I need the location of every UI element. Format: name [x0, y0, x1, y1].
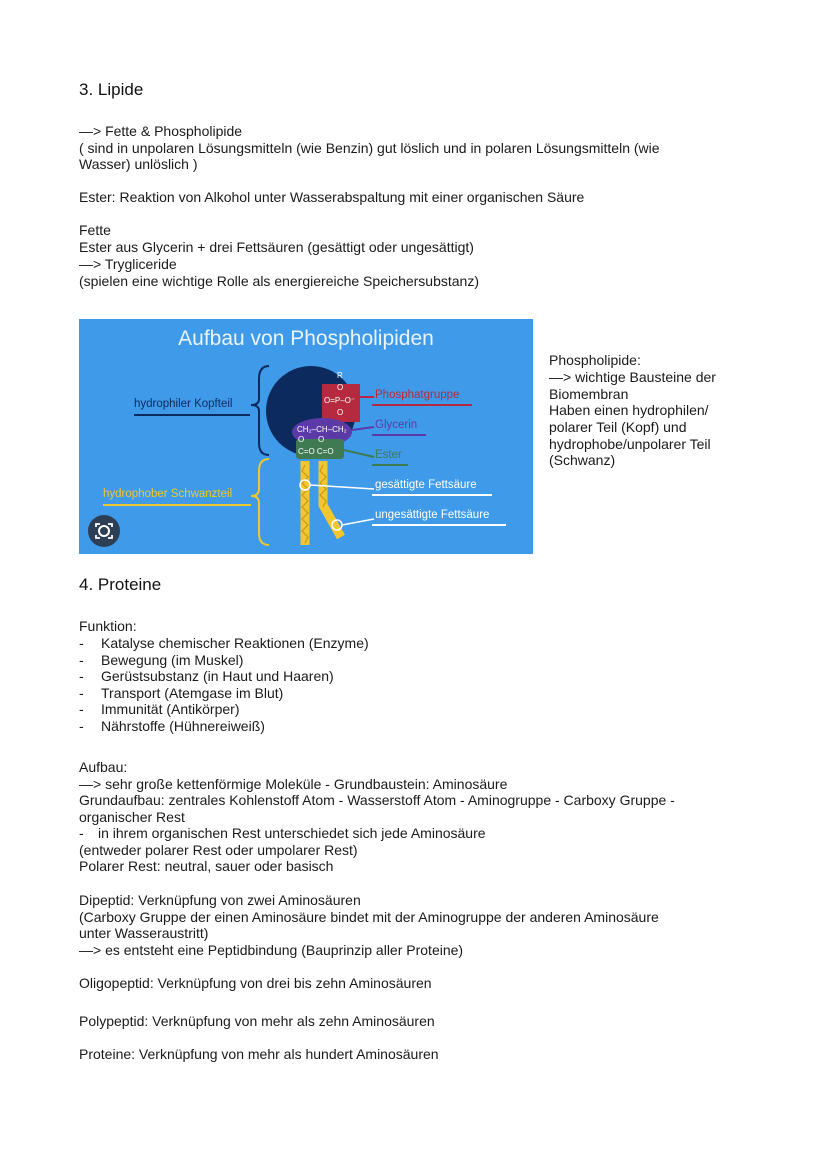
formula-r: R — [337, 371, 343, 380]
phospholipid-note-5: polarer Teil (Kopf) und — [549, 419, 687, 435]
dash-bullet: - — [79, 701, 84, 717]
label-head: hydrophiler Kopfteil — [134, 398, 233, 410]
figure-title: Aufbau von Phospholipiden — [178, 327, 434, 350]
label-glycerin: Glycerin — [375, 419, 418, 431]
lipide-intro-line-2: ( sind in unpolaren Lösungsmitteln (wie Benzin) gut löslich und in polaren Lösungsmitteln (wie — [79, 140, 660, 156]
formula-o3: O — [298, 435, 305, 444]
lipide-intro-line-3: Wasser) unlöslich ) — [79, 156, 198, 172]
dash-bullet: - — [79, 668, 84, 684]
dipeptid-line-4: —> es entsteht eine Peptidbindung (Bauprinzip aller Proteine) — [79, 942, 464, 958]
dash-bullet: - — [79, 685, 84, 701]
formula-glycerin: CH₂–CH–CH₂ — [297, 425, 347, 434]
lipide-intro-line-1: —> Fette & Phospholipide — [79, 123, 243, 139]
dipeptid-line-2: (Carboxy Gruppe der einen Aminosäure bindet mit der Aminogruppe der anderen Aminosäure — [79, 909, 659, 925]
funktion-item-text: Nährstoffe (Hühnereiweiß) — [101, 718, 265, 734]
proteine-definition: Proteine: Verknüpfung von mehr als hundert Aminosäuren — [79, 1046, 439, 1062]
aufbau-bullet — [79, 825, 579, 842]
phospholipid-note-2: —> wichtige Bausteine der — [549, 369, 716, 385]
formula-phosphate: O=P–O⁻ — [324, 396, 356, 405]
funktion-item — [79, 718, 479, 735]
formula-o4: O — [318, 435, 325, 444]
tail-brace — [251, 459, 269, 545]
label-phosphate: Phosphatgruppe — [375, 389, 460, 401]
funktion-item — [79, 652, 479, 669]
heading-lipide: 3. Lipide — [79, 80, 144, 99]
label-saturated: gesättigte Fettsäure — [375, 479, 477, 491]
aufbau-rest-1: (entweder polarer Rest oder umpolarer Rest) — [79, 842, 358, 858]
aufbau-line-1: —> sehr große kettenförmige Moleküle - Grundbaustein: Aminosäure — [79, 776, 508, 792]
fette-line-2: —> Trygliceride — [79, 256, 177, 272]
phospholipid-note-3: Biomembran — [549, 386, 629, 402]
phospholipid-note-6: hydrophobe/unpolarer Teil — [549, 436, 711, 452]
label-tail: hydrophober Schwanzteil — [103, 488, 233, 500]
funktion-item-text: Katalyse chemischer Reaktionen (Enzyme) — [101, 635, 369, 651]
funktion-item-text: Bewegung (im Muskel) — [101, 652, 244, 668]
fette-line-3: (spielen eine wichtige Rolle als energiereiche Speichersubstanz) — [79, 273, 479, 289]
funktion-item-text: Gerüstsubstanz (in Haut und Haaren) — [101, 668, 334, 684]
aufbau-line-2: Grundaufbau: zentrales Kohlenstoff Atom - Wasserstoff Atom - Aminogruppe - Carboxy Gruppe - — [79, 792, 675, 808]
formula-ester: C=O C=O — [298, 447, 334, 456]
fette-title: Fette — [79, 222, 111, 238]
funktion-item-text: Transport (Atemgase im Blut) — [101, 685, 284, 701]
formula-o2: O — [337, 408, 344, 417]
funktion-item — [79, 701, 479, 718]
aufbau-rest-2: Polarer Rest: neutral, sauer oder basisch — [79, 858, 334, 874]
funktion-title: Funktion: — [79, 618, 137, 634]
lens-icon[interactable] — [88, 515, 120, 547]
dash-bullet: - — [79, 635, 84, 651]
heading-proteine: 4. Proteine — [79, 575, 162, 594]
phospholipid-note-7: (Schwanz) — [549, 452, 616, 468]
dipeptid-line-3: unter Wasseraustritt) — [79, 925, 209, 941]
funktion-item — [79, 635, 479, 652]
phospholipid-note-4: Haben einen hydrophilen/ — [549, 402, 709, 418]
dipeptid-line-1: Dipeptid: Verknüpfung von zwei Aminosäuren — [79, 892, 361, 908]
aufbau-title: Aufbau: — [79, 759, 128, 775]
polypeptid-definition: Polypeptid: Verknüpfung von mehr als zehn Aminosäuren — [79, 1013, 435, 1029]
phospholipid-figure — [79, 319, 533, 554]
funktion-item-text: Immunität (Antikörper) — [101, 701, 240, 717]
aufbau-bullet-text: in ihrem organischen Rest unterschiedet sich jede Aminosäure — [98, 825, 486, 841]
label-ester: Ester — [375, 449, 402, 461]
label-unsaturated: ungesättigte Fettsäure — [375, 509, 490, 521]
dash-bullet: - — [79, 652, 84, 668]
fette-line-1: Ester aus Glycerin + drei Fettsäuren (gesättigt oder ungesättigt) — [79, 239, 474, 255]
dash-bullet: - — [79, 825, 84, 841]
dash-bullet: - — [79, 718, 84, 734]
oligopeptid-definition: Oligopeptid: Verknüpfung von drei bis zehn Aminosäuren — [79, 975, 432, 991]
aufbau-line-3: organischer Rest — [79, 809, 185, 825]
ester-definition: Ester: Reaktion von Alkohol unter Wasserabspaltung mit einer organischen Säure — [79, 189, 585, 205]
phospholipid-note-1: Phospholipide: — [549, 352, 641, 368]
formula-o1: O — [337, 383, 344, 392]
funktion-item — [79, 685, 479, 702]
funktion-item — [79, 668, 479, 685]
